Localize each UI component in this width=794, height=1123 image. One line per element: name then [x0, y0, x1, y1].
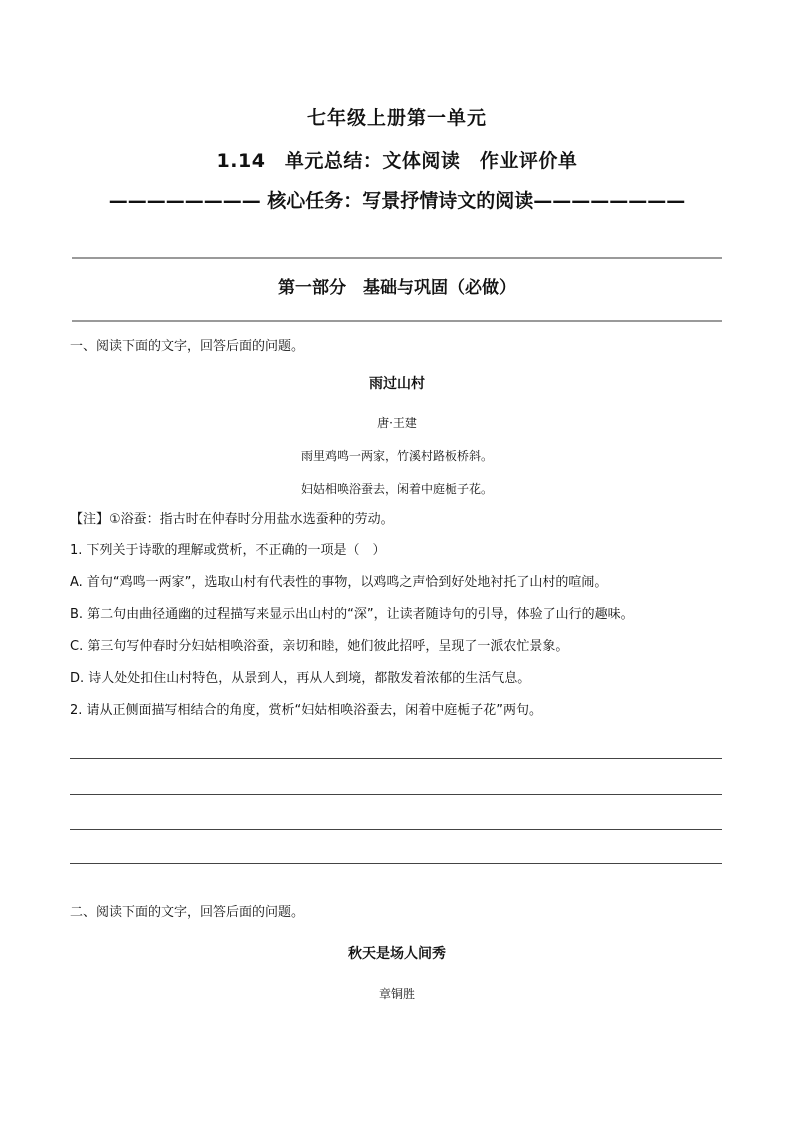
poem-title: 雨过山村 — [369, 376, 425, 392]
option-a: A. 首句“鸡鸣一两家”，选取山村有代表性的事物，以鸡鸣之声恰到好处地衬托了山村的喧闹。 — [70, 575, 608, 590]
poem-author: 唐·王建 — [377, 416, 417, 430]
lesson-subtitle: 1.14 单元总结：文体阅读 作业评价单 — [216, 150, 578, 172]
answer-line[interactable] — [70, 758, 722, 759]
part-one-title: 第一部分 基础与巩固（必做） — [278, 278, 516, 298]
poem-line-2: 妇姑相唤浴蚕去，闲着中庭栀子花。 — [300, 482, 493, 496]
poem-note: 【注】①浴蚕：指古时在仲春时分用盐水选蚕种的劳动。 — [70, 512, 394, 527]
question-one-instruction: 一、阅读下面的文字，回答后面的问题。 — [70, 339, 305, 354]
option-c: C. 第三句写仲春时分妇姑相唤浴蚕，亲切和睦，她们彼此招呼，呈现了一派农忙景象。 — [70, 639, 569, 654]
question-2: 2. 请从正侧面描写相结合的角度，赏析“妇姑相唤浴蚕去，闲着中庭栀子花”两句。 — [70, 703, 543, 718]
page-title: 七年级上册第一单元 — [306, 107, 487, 129]
essay-title: 秋天是场人间秀 — [348, 946, 446, 962]
essay-author: 章铜胜 — [378, 987, 415, 1001]
question-1: 1. 下列关于诗歌的理解或赏析，不正确的一项是（ ） — [70, 543, 386, 558]
poem-line-1: 雨里鸡鸣一两家，竹溪村路板桥斜。 — [300, 449, 493, 463]
core-task-heading: ———————— 核心任务：写景抒情诗文的阅读———————— — [108, 190, 686, 212]
answer-line[interactable] — [70, 829, 722, 830]
section-divider-bottom — [72, 320, 722, 322]
question-two-instruction: 二、阅读下面的文字，回答后面的问题。 — [70, 905, 305, 920]
answer-line[interactable] — [70, 794, 722, 795]
answer-line[interactable] — [70, 863, 722, 864]
option-b: B. 第二句由曲径通幽的过程描写来显示出山村的“深”，让读者随诗句的引导，体验了山行的趣味。 — [70, 607, 634, 622]
option-d: D. 诗人处处扣住山村特色，从景到人，再从人到境，都散发着浓郁的生活气息。 — [70, 671, 531, 686]
section-divider-top — [72, 257, 722, 259]
